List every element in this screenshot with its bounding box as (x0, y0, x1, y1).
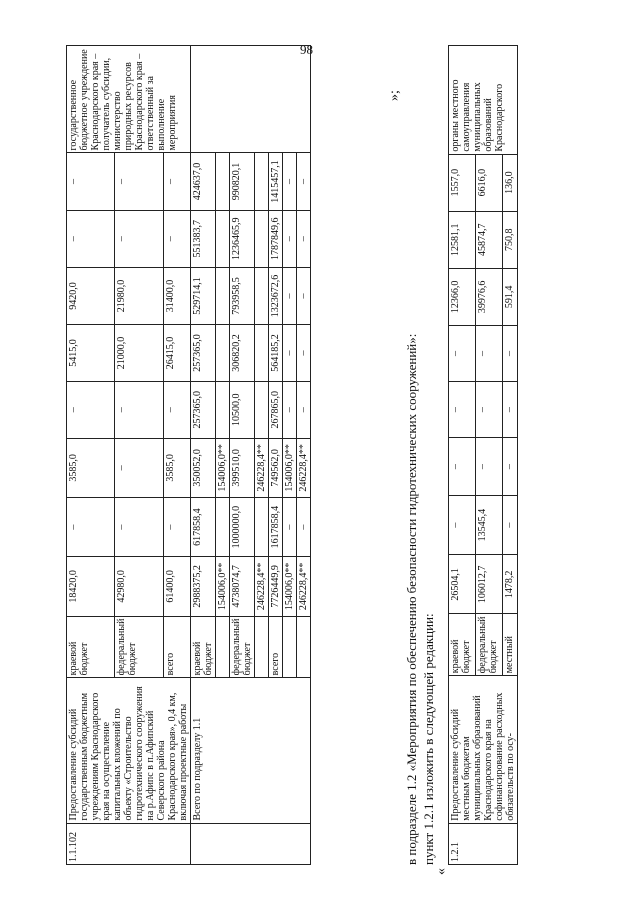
table-row: Всего по подразделу 1.1 краевой бюджет 2988375,2 617858,4 350052,0 257365,0 257365,0 529714,1 551383,7 424637,0 (191, 46, 216, 865)
table-row: федеральный бюджет 4738074,7 1000000,0 399510,0 10500,0 306820,2 793958,5 1236465,9 990820,1 (230, 46, 255, 865)
measure-description: Предоставление субсидий местным бюджетам муниципальных образований Краснодарского края на софинансирование расходных обязательств по осу- (449, 676, 518, 823)
measures-table-1 (66, 45, 311, 865)
table-row: 246228,4** 246228,4** (255, 46, 269, 865)
subsection-total-label: Всего по подразделу 1.1 (191, 678, 311, 823)
closing-quote: »; (387, 90, 402, 101)
table-row: всего 7726449,9 1617858,4 749562,0 267865,0 564185,2 1323672,6 1787849,6 1415457,1 (269, 46, 283, 865)
table-row: федеральный бюджет 106012,7 13545,4 – – – 39976,6 45874,7 6616,0 (475, 46, 502, 865)
table-row: федеральный бюджет 42980,0 – – – 21000,0 21980,0 – – (115, 46, 163, 865)
table-row: 1.2.1 Предоставление субсидий местным бюджетам муниципальных образований Краснодарского края на софинансирование расходных обязательств по осу- краевой бюджет 26504,1 – – – – 12366,0 12581,1 1557,0 органы местного самоуправления муниципальных образований Краснодарского (449, 46, 476, 865)
row-number: 1.2.1 (449, 823, 518, 864)
page-number: 98 (300, 42, 313, 57)
responsible-party: органы местного самоуправления муниципальных образований Краснодарского (449, 46, 518, 155)
table-row: местный 1478,2 – – – – 591,4 750,8 136,0 (502, 46, 517, 865)
table-row: 154006,0** 154006,0** (216, 46, 230, 865)
opening-quote: « (434, 868, 449, 875)
paragraph-item: пункт 1.2.1 изложить в следующей редакции: (421, 613, 436, 865)
table-row: всего 61400,0 – 3585,0 – 26415,0 31400,0 – – (163, 46, 190, 865)
measures-table-2 (448, 45, 518, 865)
paragraph-subsection: в подразделе 1.2 «Мероприятия по обеспечению безопасности гидротехнических сооружений»: (404, 333, 419, 865)
row-number: 1.1.102 (67, 823, 191, 864)
table-row: 1.1.102 Предоставление субсидий государственным бюджетным учреждениям Краснодарского края на осуществление капитальных вложений по объекту «Строительство гидротехнического сооружения на р.Афипс в п.Афипский Северского района Краснодарского края», 0,4 км, включая проектные работы краевой бюджет 18420,0 – 3585,0 – 5415,0 9420,0 – – государственное бюджетное учреждение Краснодарского края – получатель субсидии, министерство природных ресурсов Краснодарского края – ответственный за выполнение мероприятия (67, 46, 115, 865)
table-row: 246228,4** – 246228,4** – – – – – (297, 46, 311, 865)
measure-description: Предоставление субсидий государственным бюджетным учреждениям Краснодарского края на осуществление капитальных вложений по объекту «Строительство гидротехнического сооружения на р.Афипс в п.Афипский Северского района Краснодарского края», 0,4 км, включая проектные работы (67, 678, 191, 823)
table-row: 154006,0** – 154006,0** – – – – – (283, 46, 297, 865)
responsible-party: государственное бюджетное учреждение Краснодарского края – получатель субсидии, министерство природных ресурсов Краснодарского края – ответственный за выполнение мероприятия (67, 46, 191, 153)
